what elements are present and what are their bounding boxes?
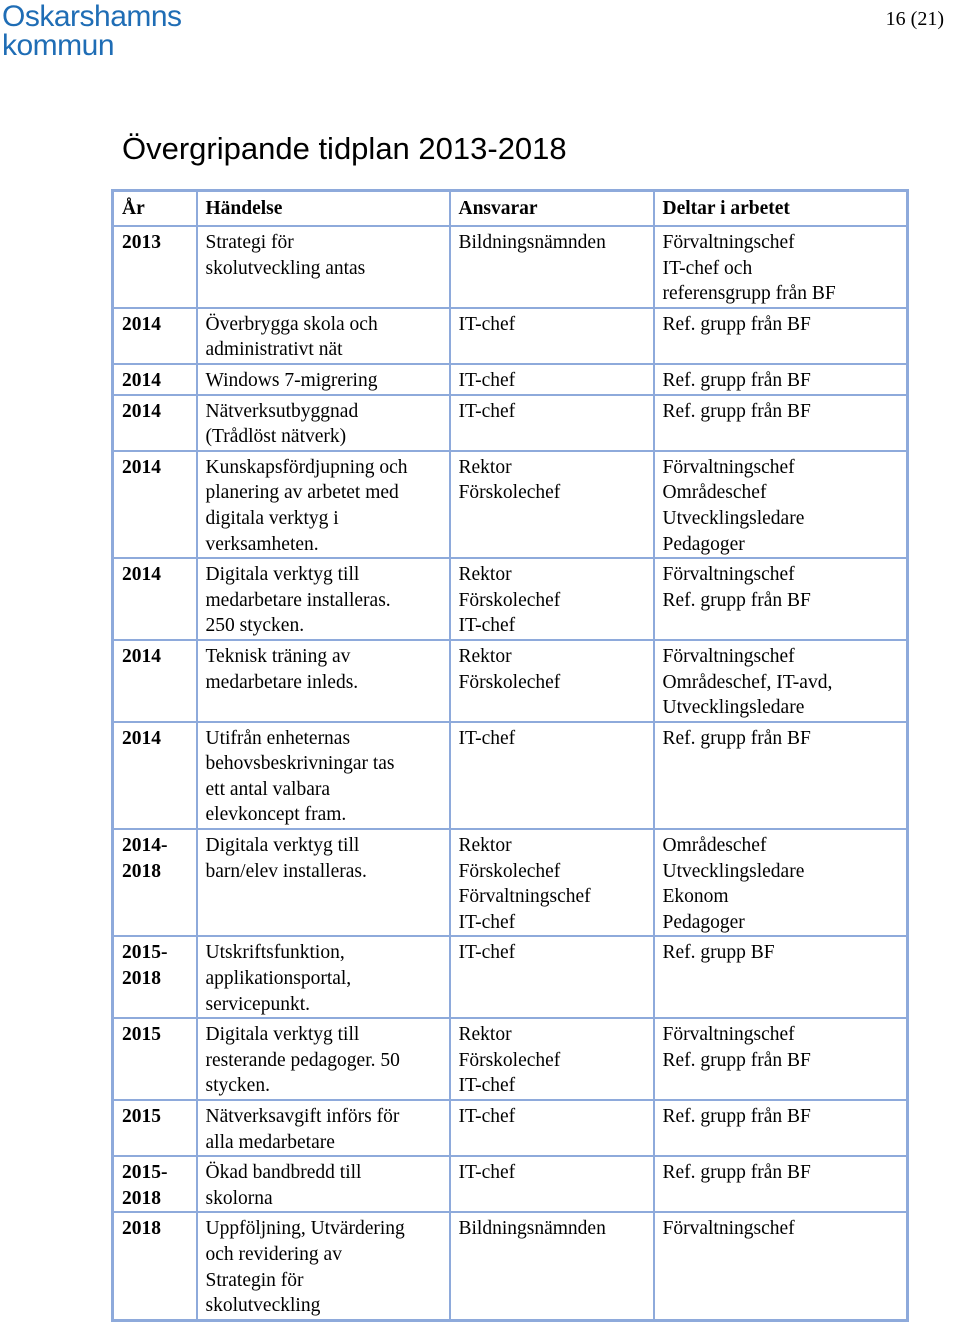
- cell-event-line: stycken.: [205, 1075, 270, 1097]
- cell-year: [113, 226, 197, 308]
- cell-participants-line: Områdeschef, IT-avd,: [662, 671, 833, 693]
- cell-responsible-line: Förskolechef: [458, 671, 561, 693]
- column-header-responsible: Ansvarar: [450, 191, 654, 227]
- cell-participants-line: Pedagoger: [662, 911, 745, 933]
- cell-event-line: Överbrygga skola och: [205, 313, 378, 335]
- cell-event: [197, 936, 450, 1018]
- cell-event: [197, 558, 450, 640]
- cell-responsible: [450, 226, 654, 308]
- cell-responsible-line: Förskolechef: [458, 1049, 561, 1071]
- cell-event-line: Nätverksavgift införs för: [205, 1106, 400, 1127]
- cell-participants-line: Utvecklingsledare: [662, 860, 805, 882]
- cell-responsible-line: IT-chef: [458, 1106, 516, 1127]
- cell-year: [113, 722, 197, 829]
- cell-participants-line: Ref. grupp från BF: [662, 1106, 811, 1127]
- cell-participants: [654, 1156, 908, 1212]
- cell-event: [197, 640, 450, 722]
- cell-event: [197, 364, 450, 395]
- cell-participants-line: Utvecklingsledare: [662, 507, 805, 529]
- cell-participants: [654, 1100, 908, 1156]
- cell-participants-line: Ref. grupp från BF: [662, 369, 811, 391]
- cell-event-line: Digitala verktyg till: [205, 1024, 360, 1046]
- table-row: [113, 1156, 908, 1212]
- cell-event-line: Utskriftsfunktion,: [205, 942, 345, 964]
- cell-responsible-line: Förskolechef: [458, 482, 561, 504]
- cell-year: [113, 308, 197, 364]
- cell-event: [197, 1156, 450, 1212]
- cell-responsible-line: Förvaltningschef: [458, 886, 591, 908]
- cell-responsible: [450, 1212, 654, 1320]
- table-row: [113, 226, 908, 308]
- cell-event: [197, 395, 450, 451]
- cell-participants-line: Ref. grupp BF: [662, 942, 775, 964]
- table-row: [113, 936, 908, 1018]
- cell-event-line: 250 stycken.: [205, 615, 305, 637]
- cell-responsible-line: IT-chef: [458, 727, 516, 749]
- cell-responsible-line: IT-chef: [458, 1162, 516, 1184]
- cell-event: [197, 1018, 450, 1100]
- cell-responsible-line: Rektor: [458, 564, 512, 586]
- cell-event-line: Ökad bandbredd till: [205, 1162, 362, 1184]
- cell-participants-line: Pedagoger: [662, 533, 745, 555]
- table-row: [113, 451, 908, 558]
- cell-participants: [654, 364, 908, 395]
- cell-year-line: 2018: [122, 968, 161, 990]
- cell-responsible-line: Rektor: [458, 645, 512, 667]
- cell-event-line: Strategin för: [205, 1269, 304, 1291]
- municipality-logo: [2, 2, 182, 60]
- cell-year-line: 2015-: [122, 942, 168, 964]
- cell-participants-line: Ref. grupp från BF: [662, 313, 811, 335]
- cell-year: [113, 451, 197, 558]
- cell-participants-line: Ref. grupp från BF: [662, 400, 811, 422]
- logo-line-2: kommun: [2, 29, 115, 62]
- cell-year: [113, 829, 197, 936]
- cell-responsible: [450, 451, 654, 558]
- cell-participants-line: Ref. grupp från BF: [662, 727, 811, 749]
- cell-responsible-line: Förskolechef: [458, 589, 561, 611]
- cell-event: [197, 308, 450, 364]
- cell-responsible: [450, 829, 654, 936]
- cell-event-line: Teknisk träning av: [205, 645, 351, 667]
- cell-event-line: applikationsportal,: [205, 968, 352, 990]
- cell-responsible: [450, 395, 654, 451]
- cell-participants: [654, 308, 908, 364]
- cell-year: [113, 395, 197, 451]
- cell-responsible-line: Bildningsnämnden: [458, 1218, 606, 1240]
- cell-event-line: och revidering av: [205, 1243, 342, 1265]
- cell-event-line: administrativt nät: [205, 339, 343, 361]
- cell-year-line: 2018: [122, 860, 161, 882]
- page-title: Övergripande tidplan 2013-2018: [122, 131, 567, 166]
- cell-participants: [654, 451, 908, 558]
- cell-responsible: [450, 936, 654, 1018]
- logo-line-1: Oskarshamns: [2, 0, 182, 33]
- cell-participants-line: Förvaltningschef: [662, 232, 795, 253]
- cell-year-line: 2018: [122, 1218, 161, 1240]
- cell-event-line: resterande pedagoger. 50: [205, 1049, 400, 1071]
- column-header-participants: Deltar i arbetet: [654, 191, 908, 227]
- cell-event: [197, 226, 450, 308]
- cell-responsible: [450, 1018, 654, 1100]
- cell-event-line: (Trådlöst nätverk): [205, 426, 347, 448]
- cell-event-line: Kunskapsfördjupning och: [205, 456, 408, 478]
- table-row: [113, 640, 908, 722]
- cell-participants-line: Ref. grupp från BF: [662, 1049, 811, 1071]
- cell-participants-line: Områdeschef: [662, 835, 767, 857]
- cell-participants-line: Förvaltningschef: [662, 456, 795, 478]
- table-row: [113, 1100, 908, 1156]
- cell-participants-line: IT-chef och: [662, 257, 753, 279]
- cell-event-line: servicepunkt.: [205, 993, 311, 1015]
- cell-event-line: Digitala verktyg till: [205, 835, 360, 857]
- cell-responsible-line: Rektor: [458, 456, 512, 478]
- cell-event: [197, 451, 450, 558]
- cell-participants-line: Ekonom: [662, 886, 729, 908]
- cell-event-line: ett antal valbara: [205, 778, 331, 800]
- table-row: [113, 722, 908, 829]
- cell-responsible-line: Rektor: [458, 835, 512, 857]
- cell-participants-line: Ref. grupp från BF: [662, 1162, 811, 1184]
- cell-year-line: 2014: [122, 727, 161, 749]
- cell-event-line: verksamheten.: [205, 533, 319, 555]
- table-row: [113, 1212, 908, 1320]
- cell-responsible: [450, 722, 654, 829]
- cell-event-line: medarbetare inleds.: [205, 671, 359, 693]
- cell-event-line: skolorna: [205, 1187, 273, 1209]
- cell-responsible-line: IT-chef: [458, 1075, 516, 1097]
- cell-year-line: 2013: [122, 232, 161, 253]
- cell-responsible-line: IT-chef: [458, 911, 516, 933]
- cell-year-line: 2014: [122, 400, 161, 422]
- cell-event-line: alla medarbetare: [205, 1131, 335, 1153]
- cell-participants-line: Förvaltningschef: [662, 645, 795, 667]
- cell-responsible: [450, 640, 654, 722]
- table-row: [113, 1018, 908, 1100]
- cell-year: [113, 1156, 197, 1212]
- cell-year-line: 2014: [122, 564, 161, 586]
- cell-responsible-line: IT-chef: [458, 400, 516, 422]
- cell-responsible-line: IT-chef: [458, 615, 516, 637]
- table-row: [113, 308, 908, 364]
- cell-participants-line: Utvecklingsledare: [662, 697, 805, 719]
- column-header-event: Händelse: [197, 191, 450, 227]
- cell-event-line: Windows 7-migrering: [205, 369, 378, 391]
- cell-event-line: Utifrån enheternas: [205, 727, 351, 749]
- cell-participants-line: Förvaltningschef: [662, 564, 795, 586]
- column-header-year: År: [113, 191, 197, 227]
- cell-year-line: 2015: [122, 1024, 161, 1046]
- cell-responsible-line: Förskolechef: [458, 860, 561, 882]
- cell-event-line: barn/elev installeras.: [205, 860, 367, 882]
- cell-event-line: digitala verktyg i: [205, 507, 339, 529]
- cell-year-line: 2015-: [122, 1162, 168, 1184]
- cell-responsible-line: IT-chef: [458, 942, 516, 964]
- cell-participants: [654, 829, 908, 936]
- cell-participants-line: referensgrupp från BF: [662, 283, 836, 305]
- cell-responsible: [450, 308, 654, 364]
- cell-participants: [654, 395, 908, 451]
- schedule-body: [113, 226, 908, 1320]
- cell-participants: [654, 640, 908, 722]
- cell-event-line: medarbetare installeras.: [205, 589, 391, 611]
- page-number: 16 (21): [885, 8, 944, 30]
- table-row: [113, 364, 908, 395]
- cell-year: [113, 1100, 197, 1156]
- cell-event-line: Strategi för: [205, 232, 294, 253]
- cell-year-line: 2014-: [122, 835, 168, 857]
- cell-event-line: Nätverksutbyggnad: [205, 400, 359, 422]
- cell-year: [113, 364, 197, 395]
- cell-event: [197, 722, 450, 829]
- cell-participants: [654, 558, 908, 640]
- table-header-row: [113, 191, 908, 227]
- cell-responsible: [450, 558, 654, 640]
- cell-event-line: skolutveckling: [205, 1295, 321, 1317]
- cell-responsible-line: IT-chef: [458, 313, 516, 335]
- cell-participants: [654, 1018, 908, 1100]
- cell-event: [197, 829, 450, 936]
- schedule-table: [111, 189, 909, 1322]
- cell-event: [197, 1212, 450, 1320]
- cell-event-line: Digitala verktyg till: [205, 564, 360, 586]
- cell-participants: [654, 936, 908, 1018]
- cell-participants: [654, 722, 908, 829]
- cell-participants-line: Förvaltningschef: [662, 1218, 795, 1240]
- table-row: [113, 395, 908, 451]
- cell-year-line: 2014: [122, 313, 161, 335]
- cell-participants-line: Förvaltningschef: [662, 1024, 795, 1046]
- cell-responsible: [450, 1100, 654, 1156]
- cell-year-line: 2014: [122, 456, 161, 478]
- cell-year: [113, 558, 197, 640]
- cell-responsible-line: IT-chef: [458, 369, 516, 391]
- cell-year: [113, 1212, 197, 1320]
- cell-participants-line: Områdeschef: [662, 482, 767, 504]
- cell-event-line: elevkoncept fram.: [205, 804, 347, 826]
- cell-responsible: [450, 364, 654, 395]
- cell-year-line: 2015: [122, 1106, 161, 1127]
- cell-responsible-line: Bildningsnämnden: [458, 232, 606, 253]
- cell-participants-line: Ref. grupp från BF: [662, 589, 811, 611]
- table-row: [113, 829, 908, 936]
- cell-event-line: Uppföljning, Utvärdering: [205, 1218, 405, 1240]
- cell-participants: [654, 1212, 908, 1320]
- cell-year: [113, 640, 197, 722]
- cell-responsible: [450, 1156, 654, 1212]
- cell-year: [113, 1018, 197, 1100]
- cell-year-line: 2018: [122, 1187, 161, 1209]
- cell-participants: [654, 226, 908, 308]
- cell-event: [197, 1100, 450, 1156]
- cell-year: [113, 936, 197, 1018]
- cell-year-line: 2014: [122, 369, 161, 391]
- cell-event-line: skolutveckling antas: [205, 257, 366, 279]
- cell-year-line: 2014: [122, 645, 161, 667]
- cell-event-line: behovsbeskrivningar tas: [205, 753, 395, 775]
- cell-responsible-line: Rektor: [458, 1024, 512, 1046]
- table-row: [113, 558, 908, 640]
- cell-event-line: planering av arbetet med: [205, 482, 399, 504]
